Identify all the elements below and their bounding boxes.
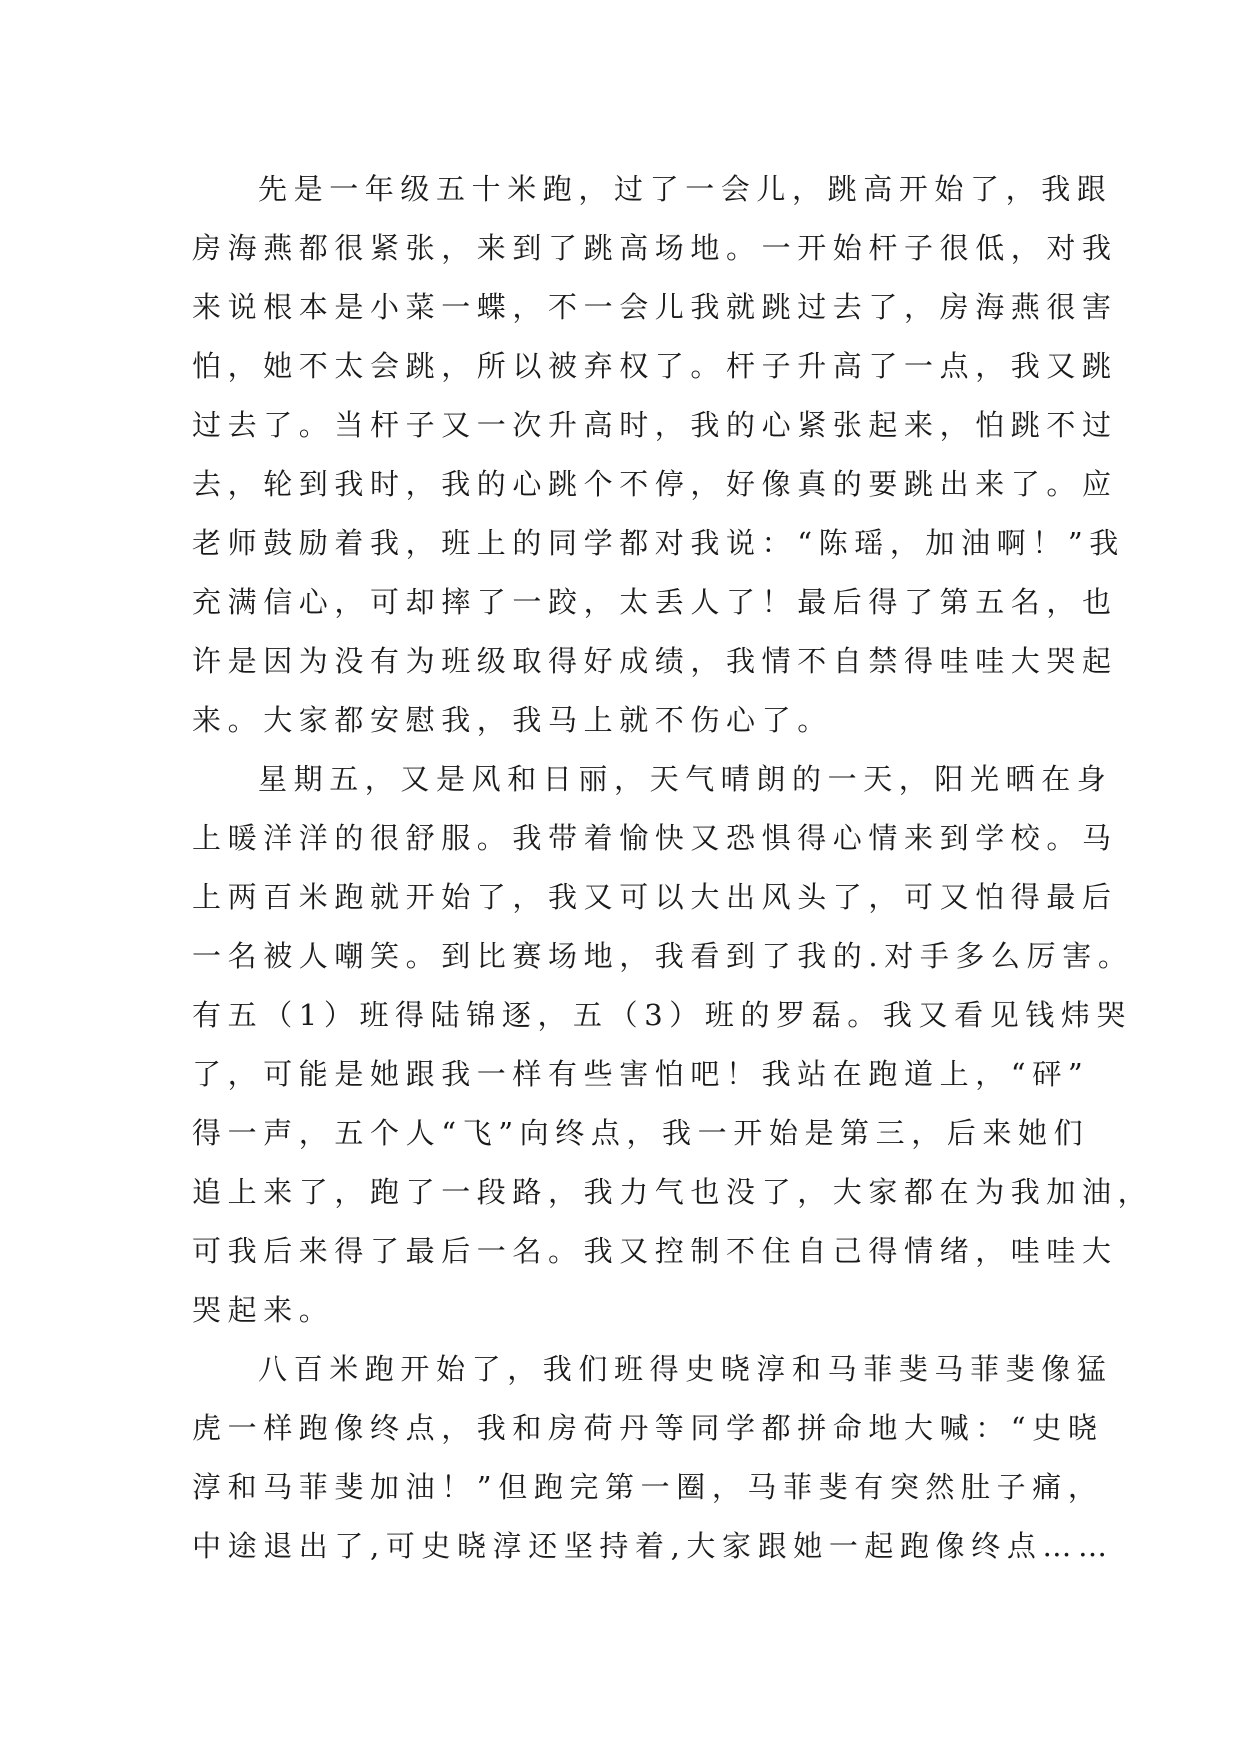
text-line: 充满信心，可却摔了一跤，太丢人了！最后得了第五名，也 — [192, 585, 1118, 619]
text-line: 一名被人嘲笑。到比赛场地，我看到了我的.对手多么厉害。 — [192, 939, 1134, 973]
text-line: 来说根本是小菜一蝶，不一会儿我就跳过去了，房海燕很害 — [192, 290, 1118, 324]
article-body — [192, 160, 1154, 1576]
text-line: 怕，她不太会跳，所以被弃权了。杆子升高了一点，我又跳 — [192, 349, 1118, 383]
text-line: 可我后来得了最后一名。我又控制不住自己得情绪，哇哇大 — [192, 1234, 1118, 1268]
text-line: 上两百米跑就开始了，我又可以大出风头了，可又怕得最后 — [192, 880, 1118, 914]
text-line: 八百米跑开始了，我们班得史晓淳和马菲斐马菲斐像猛 — [258, 1352, 1113, 1386]
text-line: 虎一样跑像终点，我和房荷丹等同学都拼命地大喊：“史晓 — [192, 1411, 1104, 1445]
text-line: 先是一年级五十米跑，过了一会儿，跳高开始了，我跟 — [258, 172, 1113, 206]
paragraph-eight-hundred-meters — [192, 1340, 1114, 1576]
text-line: 许是因为没有为班级取得好成绩，我情不自禁得哇哇大哭起 — [192, 644, 1118, 678]
text-line: 上暖洋洋的很舒服。我带着愉快又恐惧得心情来到学校。马 — [192, 821, 1118, 855]
text-line: 星期五，又是风和日丽，天气晴朗的一天，阳光晒在身 — [258, 762, 1113, 796]
text-line: 去，轮到我时，我的心跳个不停，好像真的要跳出来了。应 — [192, 467, 1118, 501]
text-line: 老师鼓励着我，班上的同学都对我说：“陈瑶，加油啊！”我 — [192, 526, 1125, 560]
paragraph-two-hundred-meters — [192, 750, 1154, 1340]
text-line: 中途退出了,可史晓淳还坚持着,大家跟她一起跑像终点…… — [192, 1529, 1114, 1563]
text-line: 有五（1）班得陆锦逐，五（3）班的罗磊。我又看见钱炜哭 — [192, 998, 1133, 1032]
text-line: 淳和马菲斐加油！”但跑完第一圈，马菲斐有突然肚子痛， — [192, 1470, 1104, 1504]
text-line: 追上来了，跑了一段路，我力气也没了，大家都在为我加油， — [192, 1175, 1154, 1209]
text-line: 房海燕都很紧张，来到了跳高场地。一开始杆子很低，对我 — [192, 231, 1118, 265]
text-line: 了，可能是她跟我一样有些害怕吧！我站在跑道上，“砰” — [192, 1057, 1090, 1091]
paragraph-high-jump — [192, 160, 1125, 750]
text-line: 过去了。当杆子又一次升高时，我的心紧张起来，怕跳不过 — [192, 408, 1118, 442]
text-line: 哭起来。 — [192, 1293, 335, 1327]
text-line: 得一声，五个人“飞”向终点，我一开始是第三，后来她们 — [192, 1116, 1090, 1150]
text-line: 来。大家都安慰我，我马上就不伤心了。 — [192, 703, 833, 737]
